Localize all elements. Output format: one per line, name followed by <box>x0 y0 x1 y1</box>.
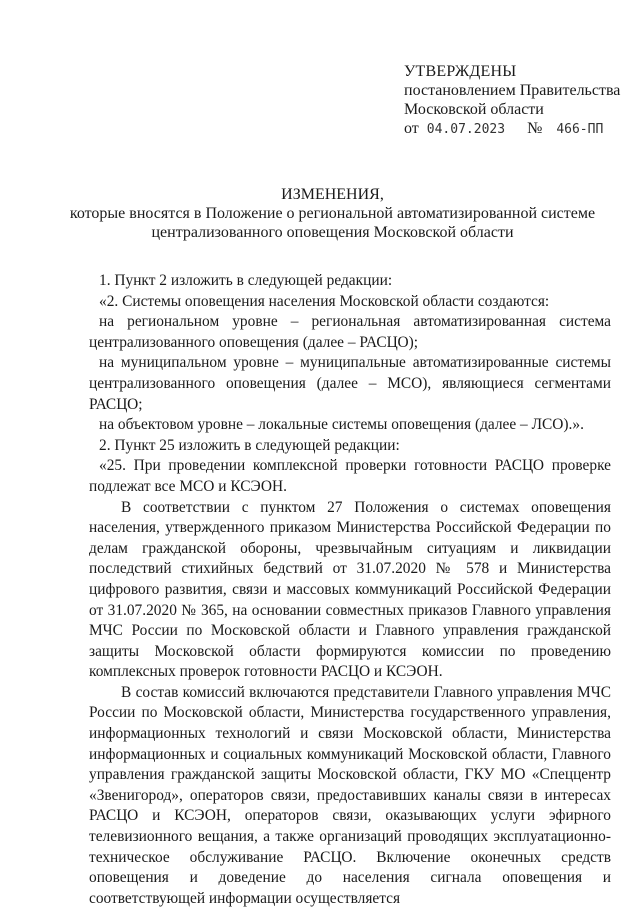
paragraph-regional-level: на региональном уровне – региональная автоматизированная система централизованного оповещения (далее – РАСЦО); <box>89 313 611 351</box>
approval-line-2: Московской области <box>404 101 544 118</box>
paragraph-object-level: на объектовом уровне – локальные системы оповещения (далее – ЛСО).». <box>99 416 584 434</box>
approval-number-sign: № <box>527 120 543 137</box>
document-body <box>89 271 611 909</box>
document-heading <box>60 185 605 242</box>
heading-subtitle-line-1: которые вносятся в Положение о региональной автоматизированной системе <box>69 205 596 222</box>
approval-line-1: постановлением Правительства <box>404 82 621 99</box>
paragraph-commissions-composition: В состав комиссий включаются представители Главного управления МЧС России по Московской области, Министерства государственного управления, информационных технологий и связи Московской области, Министерства информационных и социальных коммуникаций Московской области, Главного управления гражданской защиты Московской области, ГКУ МО «Спеццентр «Звенигород», операторов связи, предоставивших каналы связи в интересах РАСЦО и КСЭОН, операторов связи, оказывающих услуги эфирного телевизионного вещания, а также организаций проводящих эксплуатационно-техническое обслуживание РАСЦО. Включение оконечных средств оповещения и доведение до населения сигнала оповещения и соответствующей информации осуществляется <box>89 683 611 907</box>
approval-from-label: от <box>404 120 419 137</box>
heading-subtitle-line-2: централизованного оповещения Московской области <box>151 224 514 241</box>
approval-date: 04.07.2023 <box>426 122 506 137</box>
paragraph-municipal-level: на муниципальном уровне – муниципальные автоматизированные системы централизованного оповещения (далее – МСО), являющиеся сегментами РАСЦО; <box>89 354 611 413</box>
approval-number: 466-ПП <box>556 122 604 137</box>
paragraph-item-1: 1. Пункт 2 изложить в следующей редакции: <box>99 272 393 289</box>
approval-stamp <box>404 62 634 139</box>
heading-title: ИЗМЕНЕНИЯ, <box>281 186 384 203</box>
paragraph-commissions-formation: В соответствии с пунктом 27 Положения о системах оповещения населения, утвержденного приказом Министерства Российской Федерации по делам гражданской обороны, чрезвычайным ситуациям и ликвидации последствий стихийных бедствий от 31.07.2020 № 578 и Министерства цифрового развития, связи и массовых коммуникаций Российской Федерации от 31.07.2020 № 365, на основании совместных приказов Главного управления МЧС России по Московской области и Главного управления гражданской защиты Московской области формируются комиссии по проведению комплексных проверок готовности РАСЦО и КСЭОН. <box>89 498 611 681</box>
paragraph-item-2: 2. Пункт 25 изложить в следующей редакции: <box>99 436 400 454</box>
paragraph-item-25: «25. При проведении комплексной проверки готовности РАСЦО проверке подлежат все МСО и КСЭОН. <box>89 457 611 495</box>
paragraph-quote-start: «2. Системы оповещения населения Московской области создаются: <box>99 292 550 310</box>
approval-title: УТВЕРЖДЕНЫ <box>404 63 517 80</box>
approval-date-row <box>404 119 634 139</box>
